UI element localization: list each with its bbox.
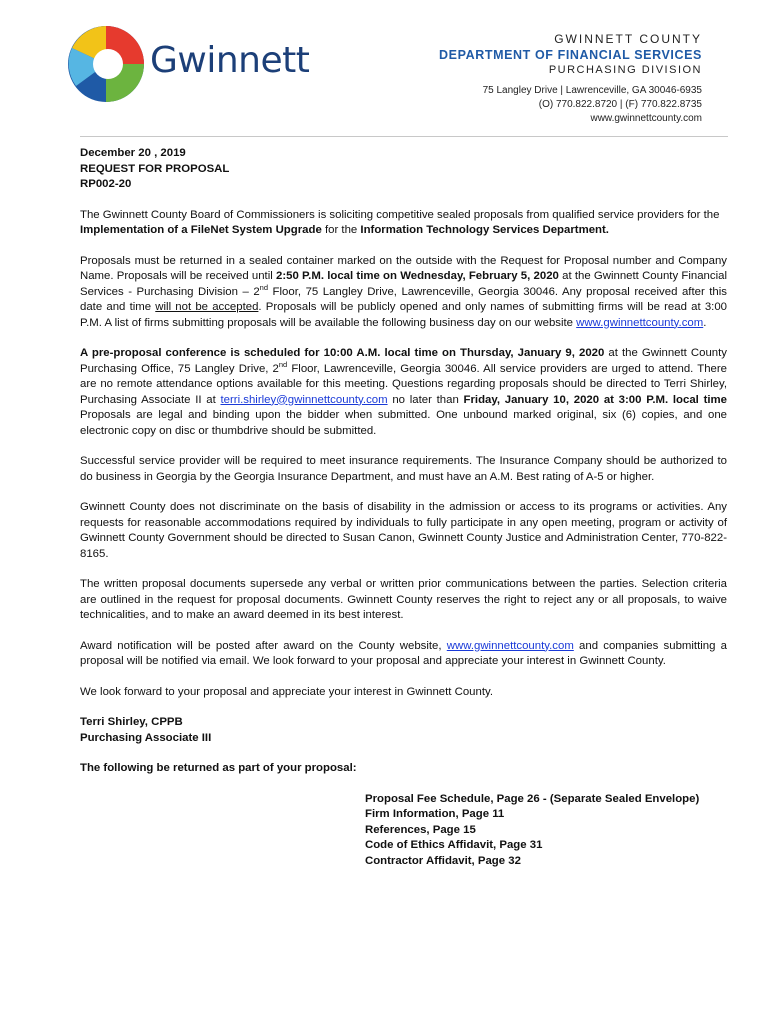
letter-meta [80, 146, 727, 193]
text: The Gwinnett County Board of Commissioners is soliciting competitive sealed proposals from qualified service providers for the [80, 208, 720, 221]
insurance-paragraph: Successful service provider will be required to meet insurance requirements. The Insurance Company should be authorized to do business in Georgia by the Georgia Insurance Department, and must have an A.M. Best rating of A-5 or higher. [80, 455, 727, 483]
text: no later than [387, 393, 464, 406]
text: at the Gwinnett County Purchasing Office, 75 Langley Drive, 2 [80, 347, 727, 375]
list-item: Contractor Affidavit, Page 32 [365, 854, 521, 867]
conference-paragraph [80, 346, 727, 439]
text: and companies submitting a proposal will be notified via email. We look forward to your proposal and appreciate your interest in Gwinnett County. [80, 639, 728, 667]
text: Proposals must be returned in a sealed container marked on the outside with the Request for Proposal number and Company Name. Proposals will be received until [80, 254, 727, 282]
signature-block [80, 715, 727, 746]
letterhead [0, 0, 770, 140]
website-link[interactable]: www.gwinnettcounty.com [576, 316, 704, 329]
letter-body [80, 146, 727, 869]
award-paragraph [80, 639, 727, 670]
project-name: Implementation of a FileNet System Upgrade [80, 224, 322, 236]
superscript: nd [278, 359, 288, 369]
rfp-number: RP002-20 [80, 178, 132, 190]
header-divider [80, 136, 728, 137]
signer-title: Purchasing Associate III [80, 731, 212, 744]
superscript: nd [259, 282, 269, 292]
text: Floor, Lawrenceville, Georgia 30046. All service providers are urged to attend. There are no remote attendance options available for this meeting. Questions regarding proposals should be directed to Terri Shirley, Purchasing Associate II at [80, 362, 727, 406]
email-link[interactable]: terri.shirley@gwinnettcounty.com [220, 393, 388, 406]
text: for the [321, 224, 361, 236]
returned-list [365, 792, 727, 870]
text: at the Gwinnett County Financial Services - Purchasing Division – 2 [80, 270, 727, 298]
list-item: References, Page 15 [365, 823, 476, 836]
text: . Proposals will be publicly opened and only names of submitting firms will be read at 3:00 P.M. A list of firms submitting proposals will be available the following business day on our website [80, 301, 727, 329]
letter-type: REQUEST FOR PROPOSAL [80, 162, 230, 175]
text: Proposals are legal and binding upon the bidder when submitted. One unbound marked original, six (6) copies, and one electronic copy on disc or thumbdrive should be submitted. [80, 409, 727, 437]
department-name: Information Technology Services Department. [360, 224, 609, 236]
department-name: DEPARTMENT OF FINANCIAL SERVICES [439, 48, 702, 62]
county-name: GWINNETT COUNTY [554, 32, 702, 46]
phone-numbers: (O) 770.822.8720 | (F) 770.822.8735 [538, 99, 702, 110]
letter-date: December 20 , 2019 [80, 147, 186, 159]
deadline: 2:50 P.M. local time on Wednesday, February 5, 2020 [276, 270, 559, 282]
accessibility-paragraph: Gwinnett County does not discriminate on the basis of disability in the admission or access to its programs or activities. Any requests for reasonable accommodations required by individuals to fully participate in any open meeting, program or activity of Gwinnett County Government should be directed to Susan Canon, Gwinnett County Justice and Administration Center, 770-822-8165. [80, 501, 727, 560]
signer-name: Terri Shirley, CPPB [80, 716, 183, 728]
gwinnett-logo-icon [66, 24, 146, 104]
terms-paragraph: The written proposal documents supersede any verbal or written prior communications between the parties. Selection criteria are outlined in the request for proposal documents. Gwinnett County reserves the right to reject any or all proposals, to waive technicalities, and to make an award deemed in its best interest. [80, 578, 727, 621]
closing-paragraph: We look forward to your proposal and appreciate your interest in Gwinnett County. [80, 685, 494, 698]
list-item: Code of Ethics Affidavit, Page 31 [365, 839, 543, 851]
late-notice: will not be accepted [155, 301, 259, 313]
conference-time: A pre-proposal conference is scheduled for 10:00 A.M. local time on Thursday, January 9, 2020 [80, 347, 605, 359]
intro-paragraph [80, 208, 727, 239]
question-deadline: Friday, January 10, 2020 at 3:00 P.M. local time [463, 393, 727, 406]
website-link[interactable]: www.gwinnettcounty.com [446, 639, 574, 652]
list-item: Proposal Fee Schedule, Page 26 - (Separate Sealed Envelope) [365, 792, 700, 805]
submission-paragraph [80, 254, 727, 332]
logo-wordmark: Gwinnett [150, 40, 310, 81]
department-block [439, 32, 702, 126]
text: . [703, 316, 707, 329]
list-item: Firm Information, Page 11 [365, 808, 505, 820]
header-website: www.gwinnettcounty.com [590, 113, 702, 124]
text: Award notification will be posted after award on the County website, [80, 639, 447, 652]
street-address: 75 Langley Drive | Lawrenceville, GA 30046-6935 [482, 85, 702, 96]
text: Floor, 75 Langley Drive, Lawrenceville, Georgia 30046. Any proposal received after this date and time [80, 285, 727, 313]
returned-heading: The following be returned as part of your proposal: [80, 762, 357, 774]
division-name: PURCHASING DIVISION [548, 64, 702, 76]
